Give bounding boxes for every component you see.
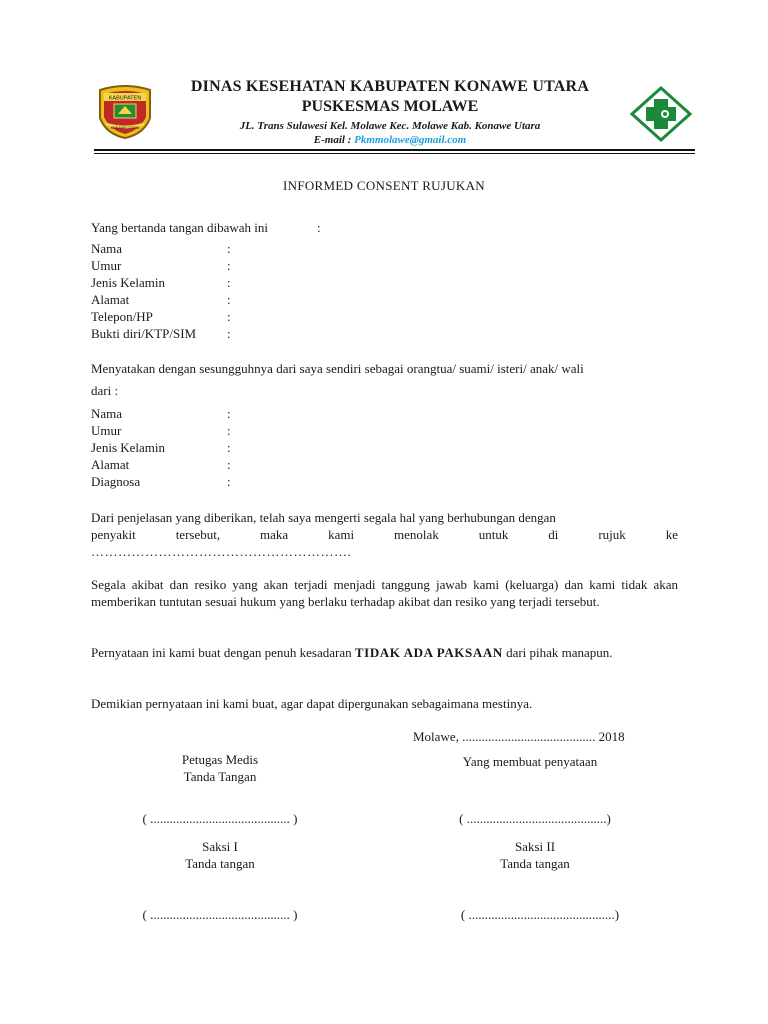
para3-bold: TIDAK ADA PAKSAAN — [354, 645, 503, 660]
field-label: Umur — [91, 423, 122, 438]
witness1-role: Saksi I — [202, 839, 238, 854]
field-label: Alamat — [91, 457, 130, 472]
para3-text-end: dari pihak manapun. — [502, 645, 613, 660]
field-colon: : — [227, 440, 231, 455]
field-row — [91, 291, 291, 308]
field-row — [91, 257, 291, 274]
medic-sign-label: Tanda Tangan — [183, 769, 257, 784]
intro-text: Yang bertanda tangan dibawah ini — [91, 220, 269, 235]
field-colon: : — [227, 309, 231, 324]
witness2-sign-label: Tanda tangan — [500, 856, 570, 871]
facility-address: JL. Trans Sulawesi Kel. Molawe Kec. Molawe Kab. Konawe Utara — [239, 120, 541, 132]
field-colon: : — [227, 275, 231, 290]
field-colon: : — [227, 457, 231, 472]
document-title: INFORMED CONSENT RUJUKAN — [283, 178, 485, 193]
svg-text:KABUPATEN: KABUPATEN — [108, 95, 142, 102]
field-label: Jenis Kelamin — [91, 440, 166, 455]
agency-name: DINAS KESEHATAN KABUPATEN KONAWE UTARA — [190, 78, 590, 95]
field-row — [91, 405, 291, 422]
facility-name: PUSKESMAS MOLAWE — [301, 98, 479, 115]
intro-colon: : — [317, 220, 321, 235]
para3-text-start: Pernyataan ini kami buat dengan penuh kesadaran — [91, 645, 355, 660]
field-colon: : — [227, 423, 231, 438]
witness2-role: Saksi II — [514, 839, 556, 854]
signer-fields — [91, 240, 291, 342]
svg-text:KONAWE UTARA: KONAWE UTARA — [110, 126, 140, 130]
email-link[interactable]: Pkmmolawe@gmail.com — [354, 134, 467, 146]
place-date: Molawe, ......................................... 2018 — [413, 729, 625, 744]
paragraph-closing: Demikian pernyataan ini kami buat, agar dapat dipergunakan sebagaimana mestinya. — [91, 696, 533, 711]
paragraph-no-coercion — [91, 644, 678, 661]
intro-line — [91, 219, 321, 236]
field-row — [91, 422, 291, 439]
paragraph-understanding-line-1: Dari penjelasan yang diberikan, telah saya mengerti segala hal yang berhubungan dengan — [91, 510, 556, 525]
field-label: Diagnosa — [91, 474, 141, 489]
letterhead-rule-thick — [94, 149, 695, 151]
field-colon: : — [227, 258, 231, 273]
medic-signature-blank: ( ........................................... ) — [142, 811, 298, 826]
witness2-signature-blank: ( .............................................) — [460, 907, 620, 922]
field-colon: : — [227, 406, 231, 421]
field-colon: : — [227, 292, 231, 307]
field-row — [91, 439, 291, 456]
field-row — [91, 325, 291, 342]
field-row — [91, 456, 291, 473]
field-label: Alamat — [91, 292, 130, 307]
statement-line-1: Menyatakan dengan sesungguhnya dari saya sendiri sebagai orangtua/ suami/ isteri/ anak/ wali — [91, 361, 584, 376]
field-colon: : — [227, 241, 231, 256]
maker-signature-blank: ( ...........................................) — [459, 811, 611, 826]
field-row — [91, 308, 291, 325]
field-label: Nama — [91, 241, 123, 256]
field-colon: : — [227, 326, 231, 341]
maker-role: Yang membuat penyataan — [462, 754, 598, 769]
field-label: Bukti diri/KTP/SIM — [91, 326, 197, 341]
field-label: Nama — [91, 406, 123, 421]
letterhead-rule-thin — [94, 153, 695, 154]
medic-role: Petugas Medis — [181, 752, 259, 767]
facility-email-line — [150, 134, 630, 146]
green-cross-logo-icon — [630, 86, 692, 142]
field-label: Jenis Kelamin — [91, 275, 166, 290]
paragraph-understanding-line-2: penyakit tersebut, maka kami menolak untuk di rujuk ke — [91, 527, 678, 542]
field-row — [91, 473, 291, 490]
paragraph-responsibility: Segala akibat dan resiko yang akan terjadi menjadi tanggung jawab kami (keluarga) dan kami tidak akan memberikan tuntutan sesuai hukum yang berlaku terhadap akibat dan resiko yang terjadi tersebut. — [91, 577, 678, 609]
field-row — [91, 240, 291, 257]
patient-fields — [91, 405, 291, 490]
witness1-sign-label: Tanda tangan — [185, 856, 255, 871]
statement-line-2: dari : — [91, 383, 119, 398]
email-label: E-mail : — [313, 134, 355, 146]
field-label: Umur — [91, 258, 122, 273]
witness1-signature-blank: ( ........................................... ) — [142, 907, 298, 922]
field-colon: : — [227, 474, 231, 489]
field-row — [91, 274, 291, 291]
regency-emblem-icon — [94, 84, 156, 140]
referral-destination-blank: …………………………………………………. — [91, 544, 352, 559]
field-label: Telepon/HP — [91, 309, 153, 324]
